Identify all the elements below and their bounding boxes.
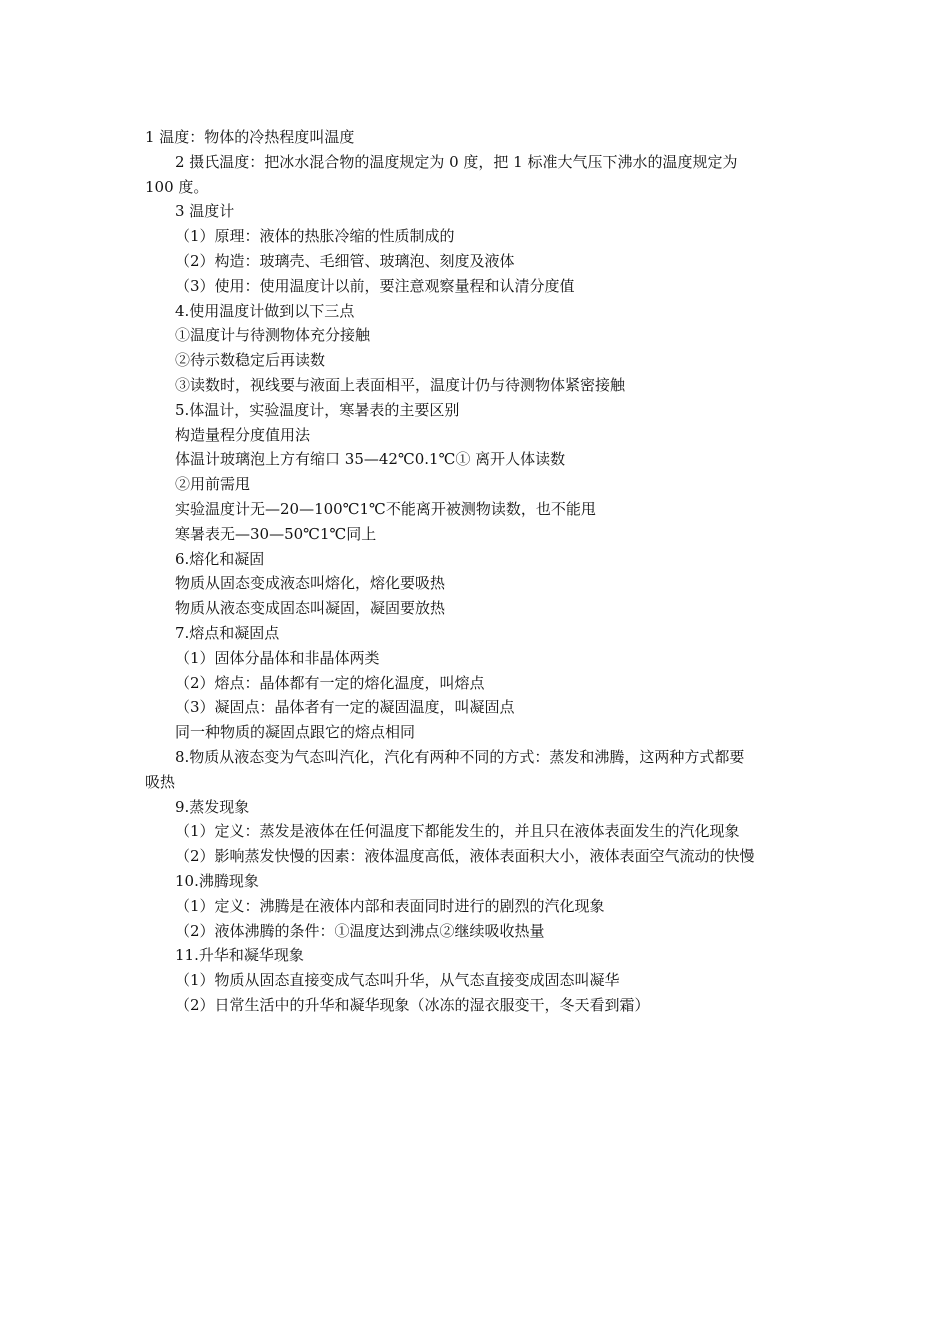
text-line: （2）液体沸腾的条件：①温度达到沸点②继续吸收热量 xyxy=(175,921,545,940)
text-line: 同一种物质的凝固点跟它的熔点相同 xyxy=(175,723,416,742)
text-line: 6.熔化和凝固 xyxy=(175,549,265,568)
text-line: 1 温度：物体的冷热程度叫温度 xyxy=(145,128,355,146)
text-line: （1）定义：沸腾是在液体内部和表面同时进行的剧烈的汽化现象 xyxy=(175,896,605,915)
text-line: ③读数时，视线要与液面上表面相平，温度计仍与待测物体紧密接触 xyxy=(175,375,626,394)
text-line: 8.物质从液态变为气态叫汽化，汽化有两种不同的方式：蒸发和沸腾，这两种方式都要 xyxy=(175,747,745,766)
text-line: 4.使用温度计做到以下三点 xyxy=(175,301,355,320)
text-line: 物质从固态变成液态叫熔化，熔化要吸热 xyxy=(175,574,446,593)
text-line: 7.熔点和凝固点 xyxy=(175,623,280,642)
text-line: 9.蒸发现象 xyxy=(175,797,250,816)
text-line: （1）原理：液体的热胀冷缩的性质制成的 xyxy=(175,227,455,246)
text-line: 100 度。 xyxy=(145,177,209,196)
text-line: （2）熔点：晶体都有一定的熔化温度，叫熔点 xyxy=(175,673,485,692)
text-line: 构造量程分度值用法 xyxy=(175,425,311,444)
text-line: 实验温度计无—20—100℃1℃不能离开被测物读数，也不能甩 xyxy=(175,499,596,518)
text-line: （1）固体分晶体和非晶体两类 xyxy=(175,648,380,667)
text-line: （2）日常生活中的升华和凝华现象（冰冻的湿衣服变干，冬天看到霜） xyxy=(175,995,650,1014)
text-line: （1）物质从固态直接变成气态叫升华，从气态直接变成固态叫凝华 xyxy=(175,971,620,990)
text-line: ②用前需甩 xyxy=(175,475,251,494)
text-line: ①温度计与待测物体充分接触 xyxy=(175,326,371,345)
text-line: 5.体温计，实验温度计，寒暑表的主要区别 xyxy=(175,400,460,419)
text-line: 寒暑表无—30—50℃1℃同上 xyxy=(175,524,377,543)
text-line: 2 摄氏温度：把冰水混合物的温度规定为 0 度，把 1 标准大气压下沸水的温度规定为 xyxy=(175,152,738,171)
text-line: （3）凝固点：晶体者有一定的凝固温度，叫凝固点 xyxy=(175,698,515,717)
text-line: 体温计玻璃泡上方有缩口 35—42℃0.1℃① 离开人体读数 xyxy=(175,450,566,469)
text-line: （3）使用：使用温度计以前，要注意观察量程和认清分度值 xyxy=(175,276,575,295)
text-line: （2）影响蒸发快慢的因素：液体温度高低，液体表面积大小，液体表面空气流动的快慢 xyxy=(175,847,755,866)
text-line: ②待示数稳定后再读数 xyxy=(175,351,326,370)
text-line: （2）构造：玻璃壳、毛细管、玻璃泡、刻度及液体 xyxy=(175,251,515,270)
text-line: 吸热 xyxy=(145,772,176,791)
text-line: 11.升华和凝华现象 xyxy=(175,946,304,965)
text-line: 物质从液态变成固态叫凝固，凝固要放热 xyxy=(175,599,446,618)
document-body xyxy=(145,125,820,1018)
text-line: 3 温度计 xyxy=(175,202,235,221)
text-line: （1）定义：蒸发是液体在任何温度下都能发生的，并且只在液体表面发生的汽化现象 xyxy=(175,822,740,841)
text-line: 10.沸腾现象 xyxy=(175,871,259,890)
